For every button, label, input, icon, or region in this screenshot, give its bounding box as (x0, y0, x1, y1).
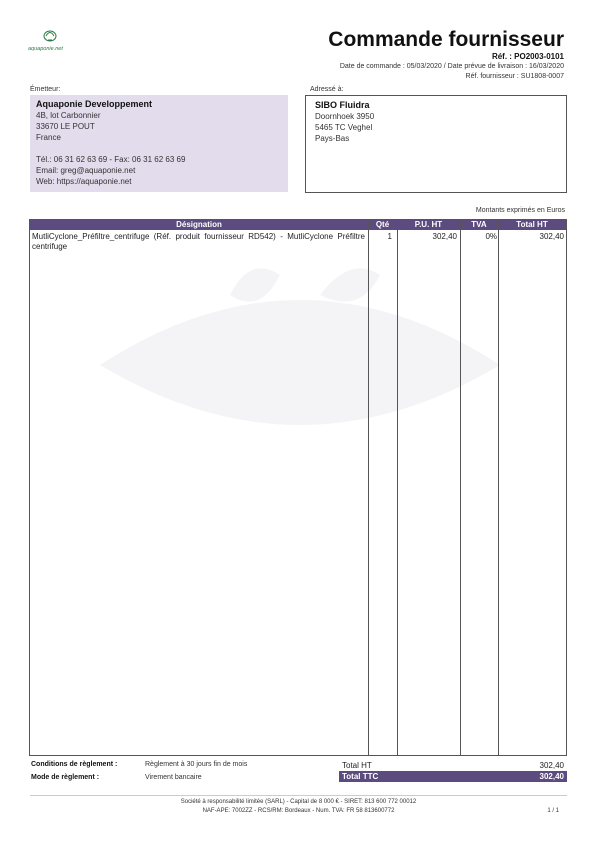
row-unit-price: 302,40 (432, 232, 457, 241)
logo-text: aquaponie.net (28, 46, 63, 52)
sender-label: Émetteur: (30, 86, 61, 93)
sender-email: Email: greg@aquaponie.net (36, 166, 136, 175)
column-header-qty: Qté (375, 220, 390, 229)
row-vat: 0% (485, 232, 497, 241)
items-table (29, 219, 567, 756)
order-dates: Date de commande : 05/03/2020 / Date prévue de livraison : 16/03/2020 (339, 63, 564, 70)
total-ttc-row (339, 771, 567, 782)
column-header-vat: TVA (471, 220, 487, 229)
currency-note: Montants exprimés en Euros (475, 207, 565, 214)
row-designation: MutliCyclone_Préfiltre_centrifuge (Réf. produit fournisseur RD542) - MutliCyclone Préfiltre centrifuge (32, 232, 365, 251)
supplier-reference: Réf. fournisseur : SU1808-0007 (465, 73, 564, 80)
recipient-label: Adressé à: (310, 86, 344, 93)
order-reference: Réf. : PO2003-0101 (491, 52, 564, 61)
column-divider (460, 220, 461, 755)
column-header-total: Total HT (516, 220, 548, 229)
column-header-designation: Désignation (176, 220, 222, 229)
sender-box (30, 95, 288, 192)
recipient-country: Pays-Bas (315, 134, 350, 143)
page-number: 1 / 1 (547, 808, 559, 814)
total-ht-label: Total HT (342, 761, 372, 770)
total-ttc-label: Total TTC (342, 772, 379, 781)
row-total: 302,40 (539, 232, 564, 241)
total-ht-value: 302,40 (539, 761, 564, 770)
column-header-unit-price: P.U. HT (414, 220, 443, 229)
sender-website: Web: https://aquaponie.net (36, 177, 132, 186)
recipient-name: SIBO Fluidra (315, 100, 370, 110)
payment-mode-label: Mode de règlement : (31, 774, 100, 781)
recipient-city: 5465 TC Veghel (315, 123, 373, 132)
total-ttc-value: 302,40 (539, 772, 564, 781)
footer-divider (30, 795, 567, 796)
payment-mode-value: Virement bancaire (145, 774, 202, 781)
payment-terms-value: Règlement à 30 jours fin de mois (145, 761, 248, 768)
footer-registration-info: NAF-APE: 7002ZZ - RCS/RM: Bordeaux - Num. TVA: FR 58 813600772 (202, 808, 395, 814)
footer-company-info: Société à responsabilité limitée (SARL) - Capital de 8 000 € - SIRET: 813 600 772 00012 (180, 799, 417, 805)
column-divider (368, 220, 369, 755)
sender-phone: Tél.: 06 31 62 63 69 - Fax: 06 31 62 63 69 (36, 155, 186, 164)
row-qty: 1 (387, 232, 392, 241)
column-divider (397, 220, 398, 755)
sender-name: Aquaponie Developpement (36, 99, 153, 109)
sender-city: 33670 LE POUT (36, 122, 95, 131)
recipient-address-line: Doornhoek 3950 (315, 112, 375, 121)
payment-terms-label: Conditions de règlement : (31, 761, 118, 768)
sender-address-line: 4B, lot Carbonnier (36, 111, 101, 120)
document-title: Commande fournisseur (328, 28, 564, 51)
recipient-box (305, 95, 567, 193)
table-header (30, 220, 566, 230)
sender-country: France (36, 133, 61, 142)
column-divider (498, 220, 499, 755)
